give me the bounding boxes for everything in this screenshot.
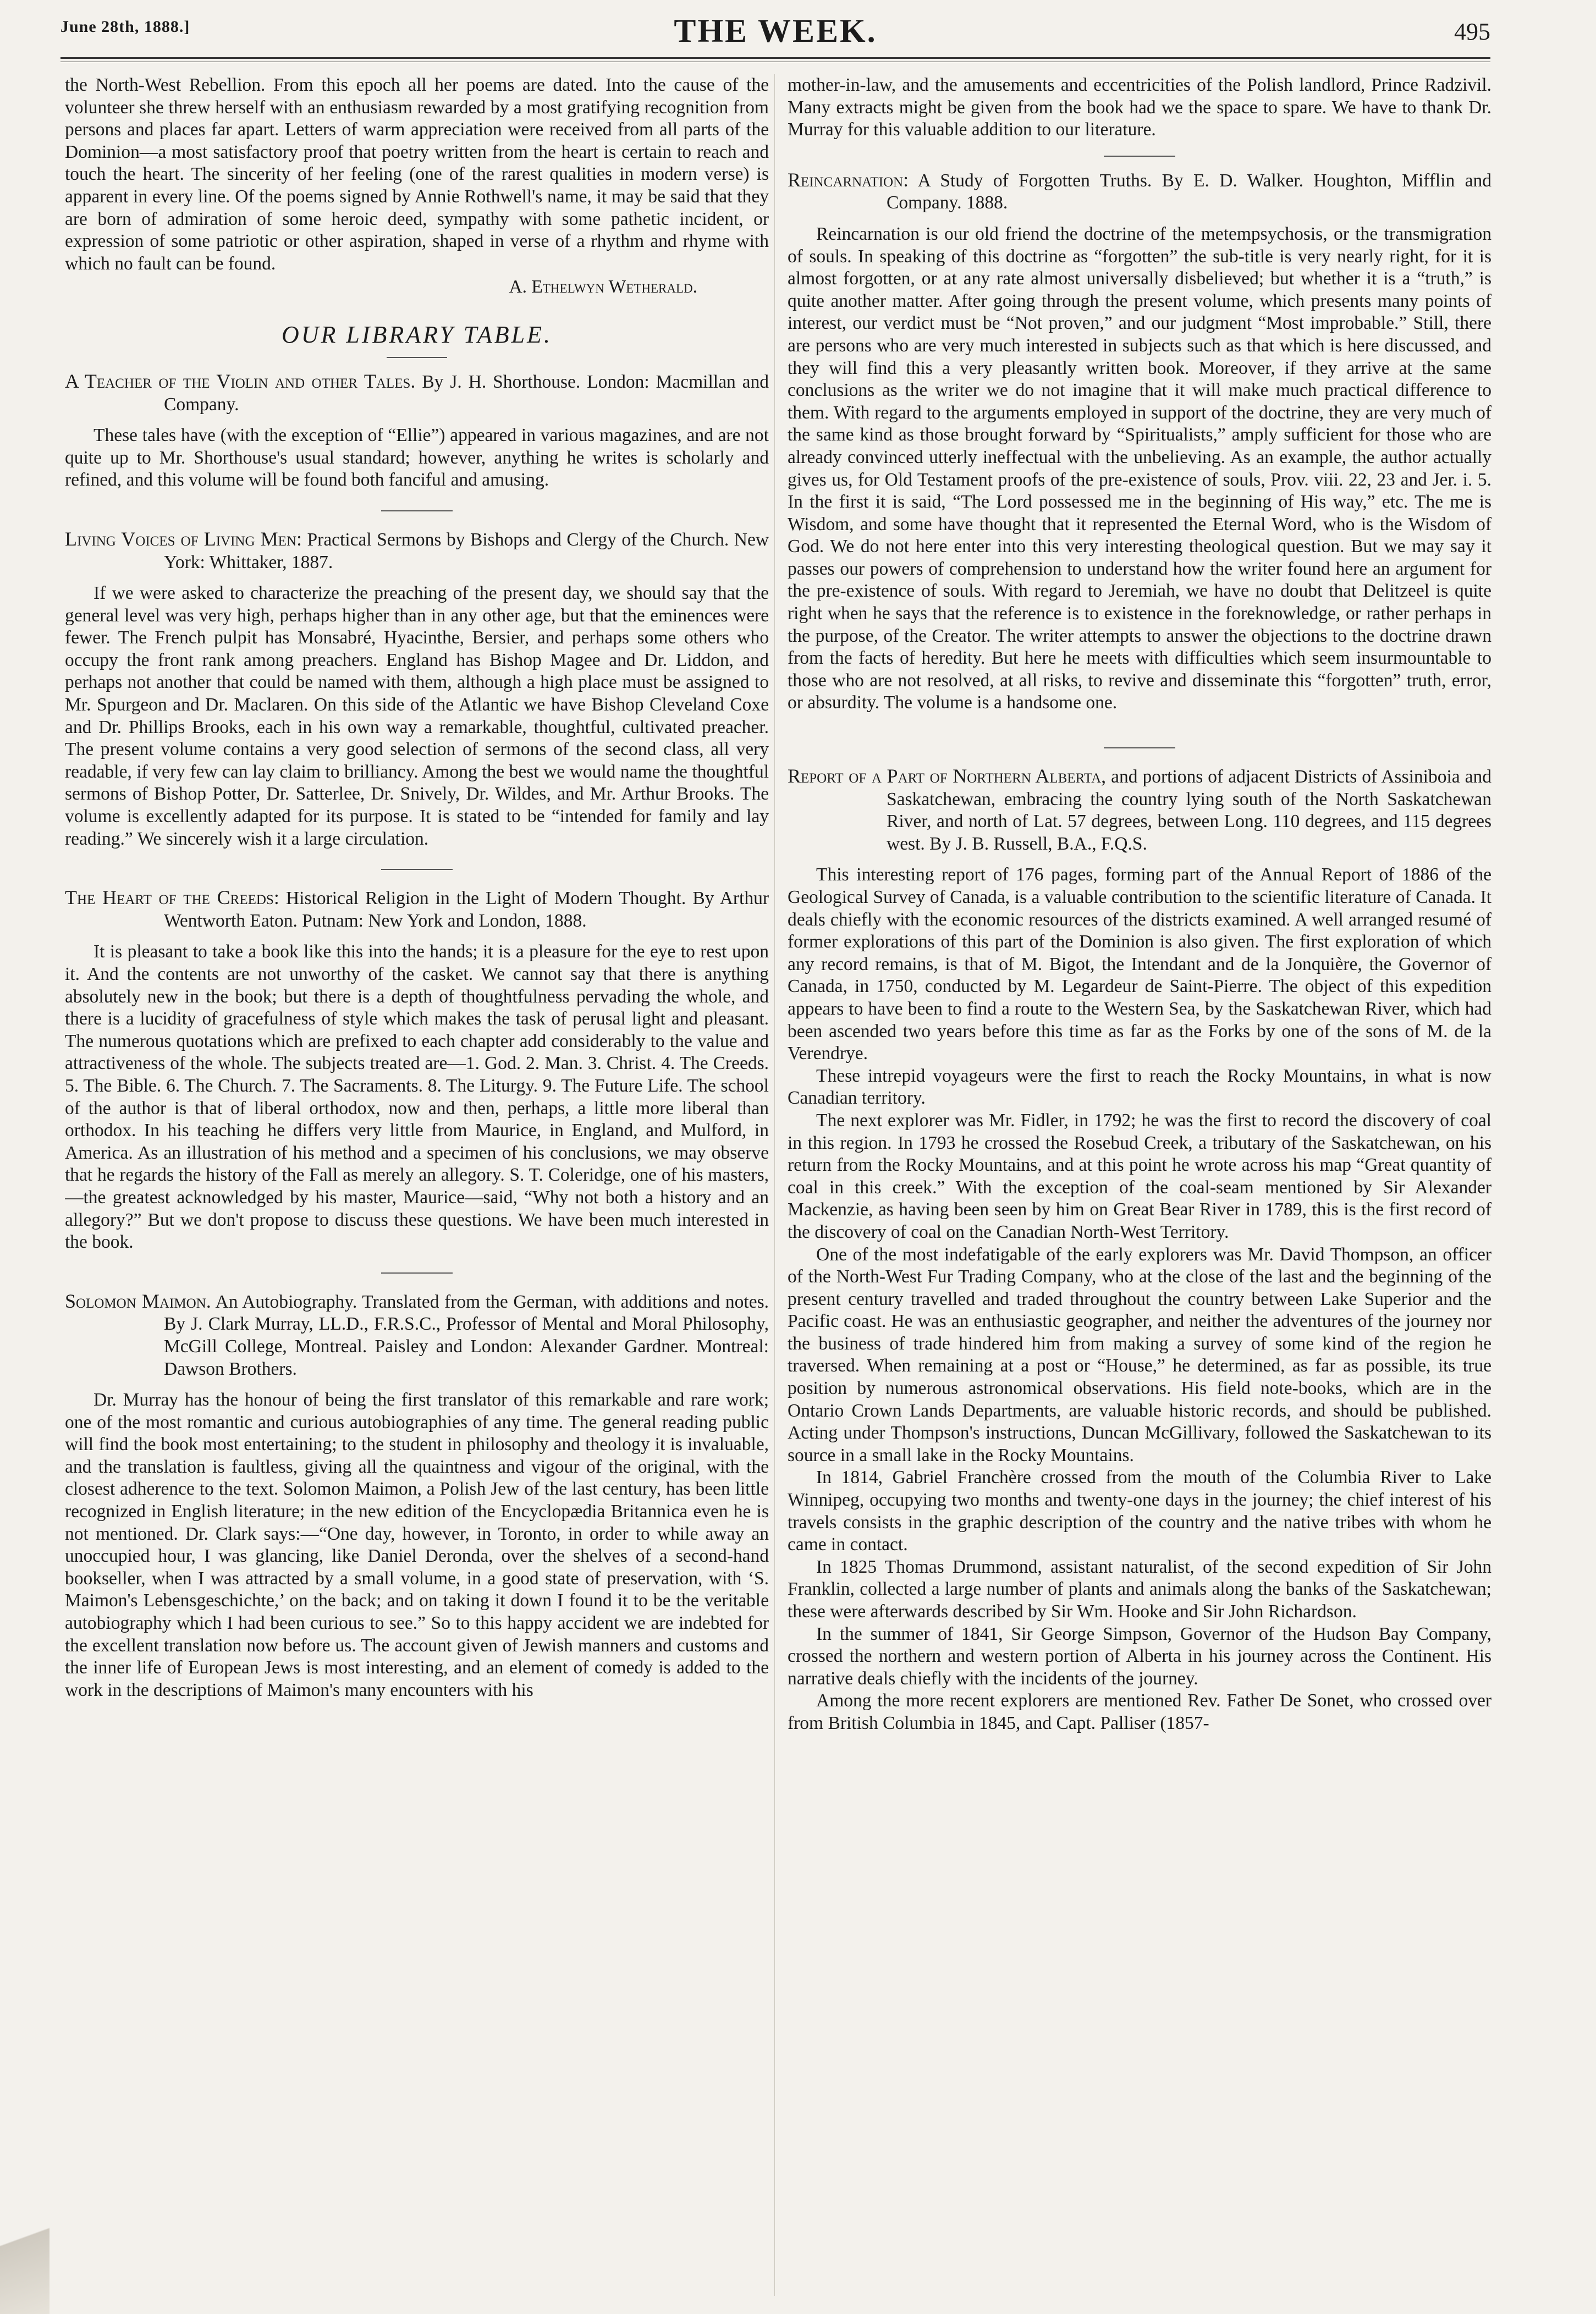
right-column — [788, 74, 1492, 2296]
masthead — [60, 12, 1490, 56]
review-title: The Heart of the Creeds: — [65, 886, 279, 909]
review-heading — [65, 528, 769, 574]
review-body: It is pleasant to take a book like this into the hands; it is a pleasure for the eye to rest upon it. And the contents are not unworthy of the casket. We cannot say that there is anything absolutely new in the book; but there is a depth of thoughtfulness pervading the whole, and there is a lucidity of gracefulness of style which makes the task of perusal light and pleasant. The numerous quotations which are prefixed to each chapter add considerably to the value and attractiveness of the whole. The subjects treated are—1. God. 2. Man. 3. Christ. 4. The Creeds. 5. The Bible. 6. The Church. 7. The Sacraments. 8. The Liturgy. 9. The Future Life. The school of the author is that of liberal orthodox, now and then, perhaps, a little more liberal than orthodox. In his teaching he differs very little from Maurice, in England, and Mulford, in America. As an illustration of his method and a specimen of his conclusions, we may observe that he regards the history of the Fall as merely an allegory. S. T. Coleridge, one of his masters,—the greatest acknowledged by his master, Maurice—said, “Why not both a history and an allegory?” But we don't propose to discuss these questions. We have been much interested in the book. — [65, 941, 769, 1253]
report-paragraph: These intrepid voyageurs were the first to reach the Rocky Mountains, in what is now Canadian territory. — [788, 1065, 1492, 1109]
report-paragraph: In 1825 Thomas Drummond, assistant naturalist, of the second expedition of Sir John Franklin, collected a large number of plants and animals along the banks of the Saskatchewan; these were afterwards described by Sir Wm. Hooke and Sir John Richardson. — [788, 1556, 1492, 1622]
signature: A. Ethelwyn Wetherald. — [509, 277, 697, 297]
review-body: If we were asked to characterize the preaching of the present day, we should say that the general level was very high, perhaps higher than in any other age, but that the eminences were fewer. The French pulpit has Monsabré, Hyacinthe, Bersier, and perhaps some others who occupy the front rank among preachers. England has Bishop Magee and Dr. Liddon, and perhaps not another that could be named with them, although a high place must be assigned to Mr. Spurgeon and Dr. Maclaren. On this side of the Atlantic we have Bishop Cleveland Coxe and Dr. Phillips Brooks, each in his own way a remarkable, thoughtful, cultivated preacher. The present volume contains a very good selection of sermons of the second class, all very readable, if very few can lay claim to brilliancy. Among the best we would name the thoughtful sermons of Bishop Potter, Dr. Satterlee, Dr. Snively, Dr. Wildes, and Mr. Arthur Brooks. The volume is excellently adapted for its purpose. It is stated to be “intended for family and lay reading.” We sincerely wish it a large circulation. — [65, 583, 769, 849]
section-rule — [387, 357, 447, 358]
page-number: 495 — [1454, 18, 1490, 45]
left-column — [65, 74, 769, 2296]
publication-title: THE WEEK. — [674, 13, 877, 49]
review-heading — [65, 886, 769, 932]
review-details: By J. H. Shorthouse. London: Macmillan and Company. — [164, 371, 769, 415]
review-separator — [381, 1272, 453, 1274]
column-divider — [774, 74, 775, 2296]
review-heading — [788, 169, 1492, 214]
report-paragraph: In 1814, Gabriel Franchère crossed from the mouth of the Columbia River to Lake Winnipeg, occupying two months and twenty-one days in the journey; the chief interest of his travels consists in the graphic description of the country and the native tribes with whom he came in contact. — [788, 1467, 1492, 1555]
review-body: These tales have (with the exception of “Ellie”) appeared in various magazines, and are not quite up to Mr. Shorthouse's usual standard; however, anything he writes is scholarly and refined, and this volume will be found both fanciful and amusing. — [65, 425, 769, 491]
report-paragraph: In the summer of 1841, Sir George Simpson, Governor of the Hudson Bay Company, crossed the northern and western portion of Alberta in his journey across the Continent. His narrative deals chiefly with the incidents of the journey. — [788, 1623, 1492, 1689]
review-title: Living Voices of Living Men: — [65, 527, 302, 550]
continued-paragraph: mother-in-law, and the amusements and eccentricities of the Polish landlord, Prince Radzivil. Many extracts might be given from the book had we the space to spare. We have to thank Dr. Murray for this valuable addition to our literature. — [788, 75, 1492, 140]
review-separator — [381, 510, 453, 511]
issue-date: June 28th, 1888.] — [60, 18, 190, 36]
review-separator — [381, 869, 453, 870]
report-paragraph: One of the most indefatigable of the early explorers was Mr. David Thompson, an officer of the North-West Fur Trading Company, who at the close of the last and the beginning of the present century travelled and traded throughout the country between Lake Superior and the Pacific coast. He was an enthusiastic geographer, and neither the adventures of the journey nor the business of trade hindered him from making a survey of some kind of the region he traversed. When remaining at a post or “House,” he determined, as far as possible, its true position by numerous astronomical observations. His field note-books, which are in the Ontario Crown Lands Departments, are valuable historic records, and should be published. Acting under Thompson's instructions, Duncan McGillivary, followed the Saskatchewan to its source in a small lake in the Rocky Mountains. — [788, 1244, 1492, 1465]
review-heading — [788, 765, 1492, 855]
report-paragraph: This interesting report of 176 pages, forming part of the Annual Report of 1886 of the Geological Survey of Canada, is a valuable contribution to the scientific literature of Canada. It deals chiefly with the economic resources of the districts examined. A well arranged resumé of former explorations of this part of the Dominion is also given. The first exploration of which any record remains, is that of M. Bigot, the Intendant and de la Jonquière, the Governor of Canada, in 1750, conducted by M. Legardeur de Saint-Pierre. The object of this expedition appears to have been to find a route to the Western Sea, by the Saskatchewan River, which had been ascended two years before this time as far as the Forks by one of the sons of M. de la Verendrye. — [788, 864, 1492, 1064]
review-title: A Teacher of the Violin and other Tales. — [65, 370, 416, 392]
review-title: Solomon Maimon. — [65, 1290, 211, 1312]
review-heading — [65, 370, 769, 416]
review-details: and portions of adjacent Districts of Assiniboia and Saskatchewan, embracing the country lying south of the North Saskatchewan River, and north of Lat. 57 degrees, between Long. 110 degrees, and 115 degrees west. By J. B. Russell, B.A., F.Q.S. — [887, 767, 1492, 854]
report-paragraph: Among the more recent explorers are mentioned Rev. Father De Sonet, who crossed over from British Columbia in 1845, and Capt. Palliser (1857- — [788, 1690, 1492, 1733]
review-body: Dr. Murray has the honour of being the first translator of this remarkable and rare work; one of the most romantic and curious autobiographies of any time. The general reading public will find the book most entertaining; to the student in philosophy and theology it is invaluable, and the translation is faultless, giving all the quaintness and vigour of the original, with the closest adherence to the text. Solomon Maimon, a Polish Jew of the last century, has been little recognized in English literature; in the new edition of the Encyclopædia Britannica even he is not mentioned. Dr. Clark says:—“One day, however, in Toronto, in order to while away an unoccupied hour, I was glancing, like Daniel Deronda, over the shelves of a second-hand bookseller, when I was attracted by a small volume, in a good state of preservation, with ‘S. Maimon's Lebensgeschichte,’ on the back; and on taking it down I found it to be the veritable autobiography which I had been curious to see.” So to this happy accident we are indebted for the excellent translation now before us. The account given of Jewish manners and customs and the inner life of European Jews is most interesting, and an element of comedy is added to the work in the descriptions of Maimon's many encounters with his — [65, 1390, 769, 1700]
intro-paragraph: the North-West Rebellion. From this epoch all her poems are dated. Into the cause of the volunteer she threw herself with an enthusiasm rewarded by a most gratifying recognition from persons and places far apart. Letters of warm appreciation were received from all parts of the Dominion—a most satisfactory proof that poetry written from the heart is certain to reach and touch the heart. The sincerity of her feeling (one of the rarest qualities in modern verse) is apparent in every line. Of the poems signed by Annie Rothwell's name, it may be said that they are born of admiration of some heroic deed, sympathy with some pathetic incident, or expression of some patriotic or other aspiration, shaped in verse of a rhythm and rhyme with which no fault can be found. — [65, 75, 769, 274]
review-separator — [1104, 747, 1175, 748]
page-corner-shadow — [0, 2188, 49, 2314]
review-details: A Study of Forgotten Truths. By E. D. Walker. Houghton, Mifflin and Company. 1888. — [887, 170, 1492, 213]
review-heading — [65, 1290, 769, 1380]
review-separator — [1104, 156, 1175, 157]
review-details: Practical Sermons by Bishops and Clergy of the Church. New York: Whittaker, 1887. — [164, 529, 769, 572]
review-details: An Autobiography. Translated from the German, with additions and notes. By J. Clark Murray, LL.D., F.R.S.C., Professor of Mental and Moral Philosophy, McGill College, Montreal. Paisley and London: Alexander Gardner. Montreal: Dawson Brothers. — [164, 1291, 769, 1379]
review-details: Historical Religion in the Light of Modern Thought. By Arthur Wentworth Eaton. Putnam: New York and London, 1888. — [164, 888, 769, 931]
review-title: Reincarnation: — [788, 168, 909, 191]
review-body: Reincarnation is our old friend the doctrine of the metempsychosis, or the transmigration of souls. In speaking of this doctrine as “forgotten” the sub-title is very nearly right, for it is almost forgotten, or at any rate almost universally disbelieved; but whether it is a “truth,” is quite another matter. After going through the present volume, which presents many points of interest, our verdict must be “Not proven,” and our judgment “Most improbable.” Still, there are persons who are very much interested in subjects such as that which is here discussed, and they will find this a very pleasantly written book. Moreover, if they arrive at the same conclusions as the writer we do not imagine that it will make much practical difference to them. With regard to the arguments employed in support of the doctrine, they are very much of the same kind as those brought forward by “Spiritualists,” amply sufficient for those who are already convinced utterly ineffectual with the unbelieving. As an example, the author actually gives us, for Old Testament proofs of the pre-existence of souls, Prov. viii. 22, 23 and Jer. i. 5. In the first it is said, “The Lord possessed me in the beginning of His way,” etc. The me is Wisdom, and some have thought that it represented the Eternal Word, who is the Wisdom of God. We do not here enter into this very interesting theological question. But we may say it passes our powers of comprehension to understand how the writer found here an argument for the pre-existence of souls. With regard to Jeremiah, we have no doubt that Delitzeel is quite right when he says that the reference is to existence in the foreknowledge, or rather perhaps in the purpose, of the Creator. The writer attempts to answer the objections to the doctrine drawn from the facts of heredity. But here he meets with difficulties which seem insurmountable to those who are not resolved, at all risks, to revive and disseminate this “forgotten” truth, error, or absurdity. The volume is a handsome one. — [788, 223, 1492, 713]
review-title: Report of a Part of Northern Alberta, — [788, 765, 1107, 787]
report-paragraph: The next explorer was Mr. Fidler, in 1792; he was the first to record the discovery of coal in this region. In 1793 he crossed the Rosebud Creek, a tributary of the Saskatchewan, on his return from the Rocky Mountains, and at this point he wrote across his map “Great quantity of coal in this creek.” With the exception of the coal-seam mentioned by Sir Alexander Mackenzie, as having been seen by him on Great Bear River in 1789, this is the first record of the discovery of coal on the Canadian North-West Territory. — [788, 1110, 1492, 1242]
section-title: OUR LIBRARY TABLE. — [281, 321, 553, 348]
masthead-rule — [60, 57, 1490, 59]
